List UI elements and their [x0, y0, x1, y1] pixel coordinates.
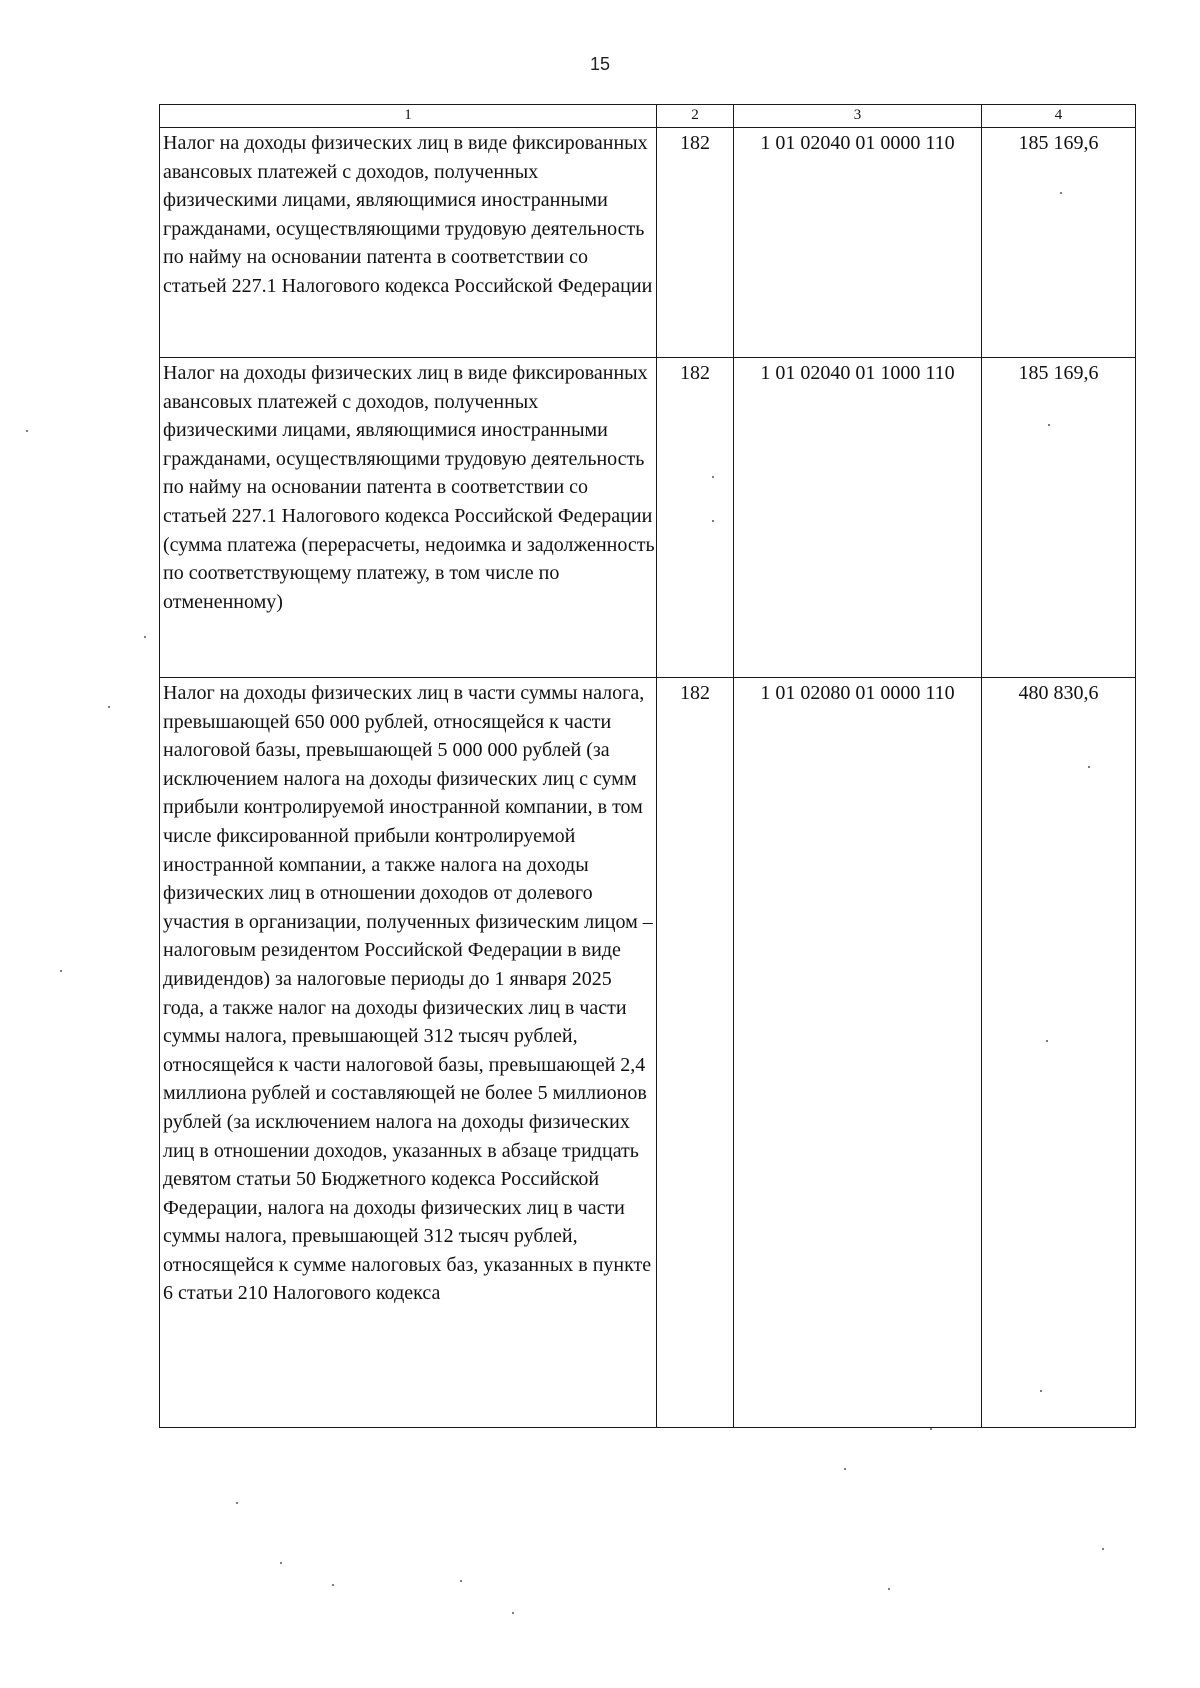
scan-speck: [1088, 766, 1090, 768]
budget-revenue-table: [159, 104, 1136, 1428]
scan-speck: [26, 430, 28, 432]
sum-cell: 480 830,6: [982, 678, 1136, 1428]
sum-cell: 185 169,6: [982, 358, 1136, 678]
scan-speck: [1046, 1040, 1048, 1042]
scan-speck: [930, 1428, 932, 1430]
scan-speck: [108, 706, 110, 708]
column-number-2: 2: [657, 105, 734, 128]
table-row: [160, 678, 1136, 1428]
column-number-1: 1: [160, 105, 657, 128]
scan-speck: [844, 1468, 846, 1470]
scan-speck: [144, 636, 146, 638]
scan-speck: [460, 1580, 462, 1582]
scan-speck: [888, 1588, 890, 1590]
scan-speck: [712, 520, 714, 522]
admin-code-cell: 182: [657, 678, 734, 1428]
page-number: 15: [589, 54, 611, 74]
admin-code-cell: 182: [657, 358, 734, 678]
revenue-name-cell: Налог на доходы физических лиц в части суммы налога, превышающей 650 000 рублей, относящейся к части налоговой базы, превышающей 5 000 000 рублей (за исключением налога на доходы физических лиц с сумм прибыли контролируемой иностранной компании, в том числе фиксированной прибыли контролируемой иностранной компании, а также налога на доходы физических лиц в отношении доходов от долевого участия в организации, полученных физическим лицом – налоговым резидентом Российской Федерации в виде дивидендов) за налоговые периоды до 1 января 2025 года, а также налог на доходы физических лиц в части суммы налога, превышающей 312 тысяч рублей, относящейся к части налоговой базы, превышающей 2,4 миллиона рублей и составляющей не более 5 миллионов рублей (за исключением налога на доходы физических лиц в отношении доходов, указанных в абзаце тридцать девятом статьи 50 Бюджетного кодекса Российской Федерации, налога на доходы физических лиц в части суммы налога, превышающей 312 тысяч рублей, относящейся к сумме налоговых баз, указанных в пункте 6 статьи 210 Налогового кодекса: [160, 678, 657, 1428]
scan-speck: [712, 476, 714, 478]
revenue-name-cell: Налог на доходы физических лиц в виде фиксированных авансовых платежей с доходов, полученных физическими лицами, являющимися иностранными гражданами, осуществляющими трудовую деятельность по найму на основании патента в соответствии со статьей 227.1 Налогового кодекса Российской Федерации (сумма платежа (перерасчеты, недоимка и задолженность по соответствующему платежу, в том числе по отмененному): [160, 358, 657, 678]
column-number-3: 3: [734, 105, 982, 128]
scan-speck: [332, 1584, 334, 1586]
scan-speck: [1048, 424, 1050, 426]
budget-classification-code-cell: 1 01 02080 01 0000 110: [734, 678, 982, 1428]
budget-classification-code-cell: 1 01 02040 01 0000 110: [734, 128, 982, 358]
revenue-name-cell: Налог на доходы физических лиц в виде фиксированных авансовых платежей с доходов, полученных физическими лицами, являющимися иностранными гражданами, осуществляющими трудовую деятельность по найму на основании патента в соответствии со статьей 227.1 Налогового кодекса Российской Федерации: [160, 128, 657, 358]
scan-speck: [60, 970, 62, 972]
column-number-4: 4: [982, 105, 1136, 128]
table-header-row: [160, 105, 1136, 128]
scan-speck: [512, 1612, 514, 1614]
scan-speck: [1040, 1390, 1042, 1392]
table-row: [160, 358, 1136, 678]
sum-cell: 185 169,6: [982, 128, 1136, 358]
admin-code-cell: 182: [657, 128, 734, 358]
scan-speck: [236, 1502, 238, 1504]
budget-classification-code-cell: 1 01 02040 01 1000 110: [734, 358, 982, 678]
scan-speck: [280, 1562, 282, 1564]
table-row: [160, 128, 1136, 358]
scan-speck: [1102, 1548, 1104, 1550]
scan-speck: [1060, 192, 1062, 194]
